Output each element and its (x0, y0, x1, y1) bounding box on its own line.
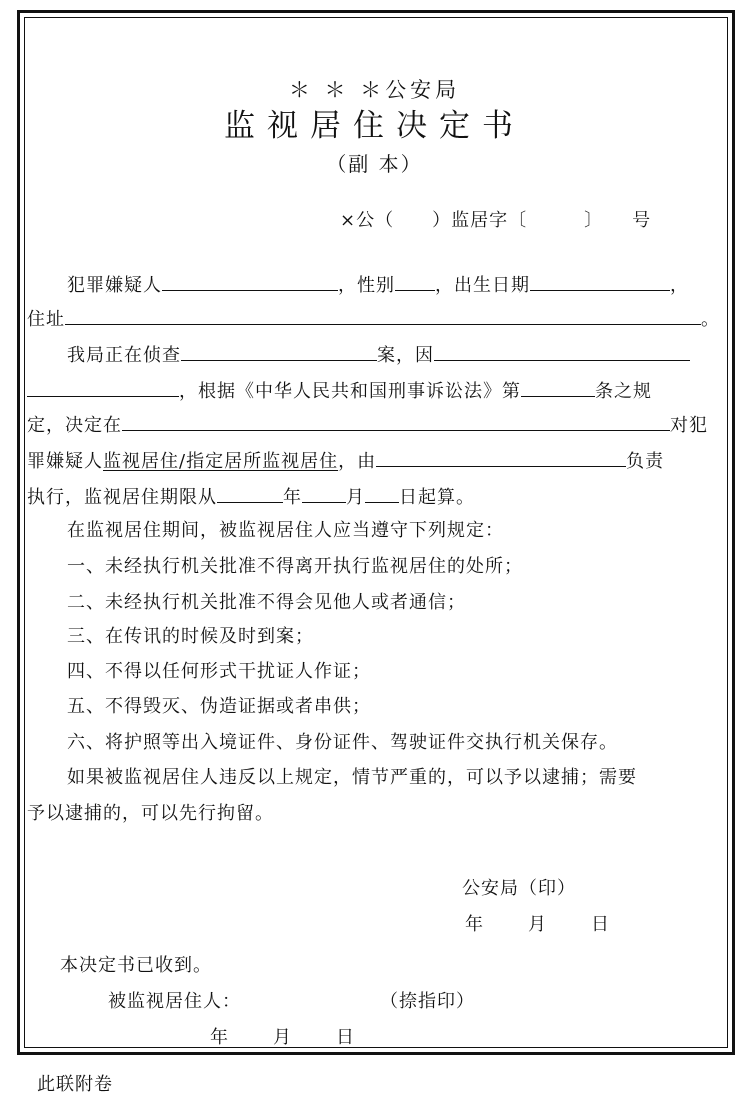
seal-label: 公安局（印） (462, 878, 576, 899)
fingerprint-label: （捺指印） (380, 991, 475, 1012)
receipt-confirmation: 本决定书已收到。 (60, 955, 212, 976)
rules-intro (27, 514, 721, 548)
measure-type: 监视居住/指定居所监视居住 (103, 451, 339, 472)
month-blank[interactable] (302, 480, 346, 503)
article-blank[interactable] (521, 374, 595, 397)
birth-date-blank[interactable] (530, 268, 670, 291)
footer-note: 此联附卷 (37, 1074, 113, 1095)
document-number: ×公（ ）监居字〔 〕 号 (340, 210, 652, 231)
responsible-label: 负责 (626, 451, 665, 472)
rule-text: 六、将护照等出入境证件、身份证件、驾驶证件交执行机关保存。 (67, 732, 618, 753)
decision-line (27, 408, 721, 442)
gender-label: ，性别 (338, 275, 395, 296)
article-label: 条之规 (595, 381, 652, 402)
rule-text: 三、在传讯的时候及时到案； (67, 626, 314, 647)
day-blank[interactable] (365, 480, 399, 503)
rule-item (27, 550, 721, 584)
rule-text: 四、不得以任何形式干扰证人作证； (67, 661, 371, 682)
gender-blank[interactable] (395, 268, 435, 291)
warning-line-2 (27, 797, 721, 831)
month-label: 月 (346, 487, 365, 508)
case-label: 案，因 (377, 345, 434, 366)
target-label: 对犯 (670, 415, 708, 436)
receipt-date: 年 月 日 (210, 1027, 357, 1048)
investigating-label: 我局正在侦查 (67, 345, 181, 366)
day-start-label: 日起算。 (399, 487, 475, 508)
suspect-label: 犯罪嫌疑人 (67, 275, 162, 296)
reason-blank[interactable] (434, 338, 690, 361)
suspect2-label: 罪嫌疑人 (27, 451, 103, 472)
rules-intro-text: 在监视居住期间，被监视居住人应当遵守下列规定： (67, 520, 504, 541)
suspect-line (27, 268, 721, 302)
reason-continued-blank[interactable] (27, 374, 179, 397)
address-blank[interactable] (65, 302, 701, 325)
decide-label: 定，决定在 (27, 415, 122, 436)
law-clause: ，根据《中华人民共和国刑事诉讼法》第 (179, 381, 521, 402)
address-label: 住址 (27, 309, 65, 330)
warning-text: 如果被监视居住人违反以上规定，情节严重的，可以予以逮捕；需要 (67, 767, 637, 788)
issuing-authority: ＊ ＊ ＊公安局 (288, 78, 461, 102)
rule-text: 二、未经执行机关批准不得会见他人或者通信； (67, 592, 466, 613)
address-line (27, 302, 721, 336)
executing-agency-blank[interactable] (376, 444, 626, 467)
period: 。 (701, 309, 720, 330)
law-line (27, 374, 721, 408)
location-blank[interactable] (122, 408, 670, 431)
rule-text: 五、不得毁灭、伪造证据或者串供； (67, 696, 371, 717)
rule-item (27, 690, 721, 724)
rule-item (27, 655, 721, 689)
measure-line (27, 444, 721, 478)
copy-label: （副 本） (326, 152, 423, 176)
rule-item (27, 620, 721, 654)
suspect-name-blank[interactable] (162, 268, 338, 291)
by-label: ，由 (338, 451, 377, 472)
period-line (27, 480, 721, 514)
case-name-blank[interactable] (181, 338, 377, 361)
person-label: 被监视居住人： (108, 991, 241, 1012)
rule-text: 一、未经执行机关批准不得离开执行监视居住的处所； (67, 556, 523, 577)
warning-text: 予以逮捕的，可以先行拘留。 (27, 803, 274, 824)
rule-item (27, 586, 721, 620)
issue-date: 年 月 日 (465, 914, 612, 935)
comma: ， (670, 275, 689, 296)
year-label: 年 (283, 487, 302, 508)
rule-item (27, 726, 721, 760)
birth-label: ，出生日期 (435, 275, 530, 296)
document-title: 监视居住决定书 (224, 108, 525, 144)
execute-label: 执行，监视居住期限从 (27, 487, 217, 508)
investigation-line (27, 338, 721, 372)
warning-line-1 (27, 761, 721, 795)
year-blank[interactable] (217, 480, 283, 503)
